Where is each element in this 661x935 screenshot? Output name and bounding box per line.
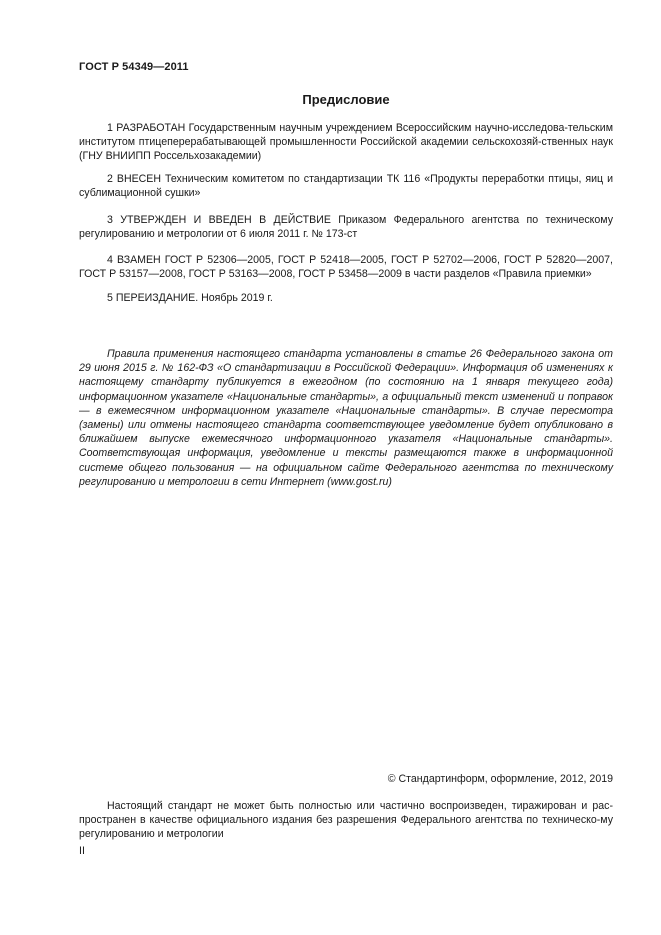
- paragraph-developed-by: 1 РАЗРАБОТАН Государственным научным учреждением Всероссийским научно-исследова-тельским институтом птицеперерабатывающей промышленности Российской академии сельскохозяй-ственных наук (ГНУ ВНИИПП Россельхозакадемии): [79, 122, 613, 162]
- paragraph-approved: 3 УТВЕРЖДЕН И ВВЕДЕН В ДЕЙСТВИЕ Приказом Федерального агентства по техническому регулированию и метрологии от 6 июля 2011 г. № 173-ст: [79, 214, 613, 240]
- application-rules-notice: Правила применения настоящего стандарта установлены в статье 26 Федерального закона от 29 июня 2015 г. № 162-ФЗ «О стандартизации в Российской Федерации». Информация об изменениях к настоящему стандарту публикуется в ежегодном (по состоянию на 1 января текущего года) информационном указателе «Национальные стандарты», а официальный текст изменений и поправок — в ежемесячном информационном указателе «Национальные стандарты». В случае пересмотра (замены) или отмены настоящего стандарта соответствующее уведомление будет опубликовано в ближайшем выпуске ежемесячного информационного указателя «Национальные стандарты». Соответствующая информация, уведомление и тексты размещаются также в информационной системе общего пользования — на официальном сайте Федерального агентства по техническому регулированию и метрологии в сети Интернет (www.gost.ru): [79, 348, 613, 488]
- paragraph-replaces: 4 ВЗАМЕН ГОСТ Р 52306—2005, ГОСТ Р 52418—2005, ГОСТ Р 52702—2006, ГОСТ Р 52820—2007, ГОСТ Р 53157—2008, ГОСТ Р 53163—2008, ГОСТ Р 53458—2009 в части разделов «Правила приемки»: [79, 254, 613, 280]
- copyright-line: © Стандартинформ, оформление, 2012, 2019: [387, 773, 613, 785]
- paragraph-reissue: 5 ПЕРЕИЗДАНИЕ. Ноябрь 2019 г.: [107, 292, 273, 304]
- page-number: II: [79, 845, 85, 857]
- section-title: Предисловие: [302, 92, 390, 107]
- paragraph-introduced-by: 2 ВНЕСЕН Техническим комитетом по стандартизации ТК 116 «Продукты переработки птицы, яиц и сублимационной сушки»: [79, 173, 613, 199]
- reproduction-notice: Настоящий стандарт не может быть полностью или частично воспроизведен, тиражирован и рас-пространен в качестве официального издания без разрешения Федерального агентства по техническо-му регулированию и метрологии: [79, 800, 613, 840]
- standard-code-header: ГОСТ Р 54349—2011: [79, 61, 189, 73]
